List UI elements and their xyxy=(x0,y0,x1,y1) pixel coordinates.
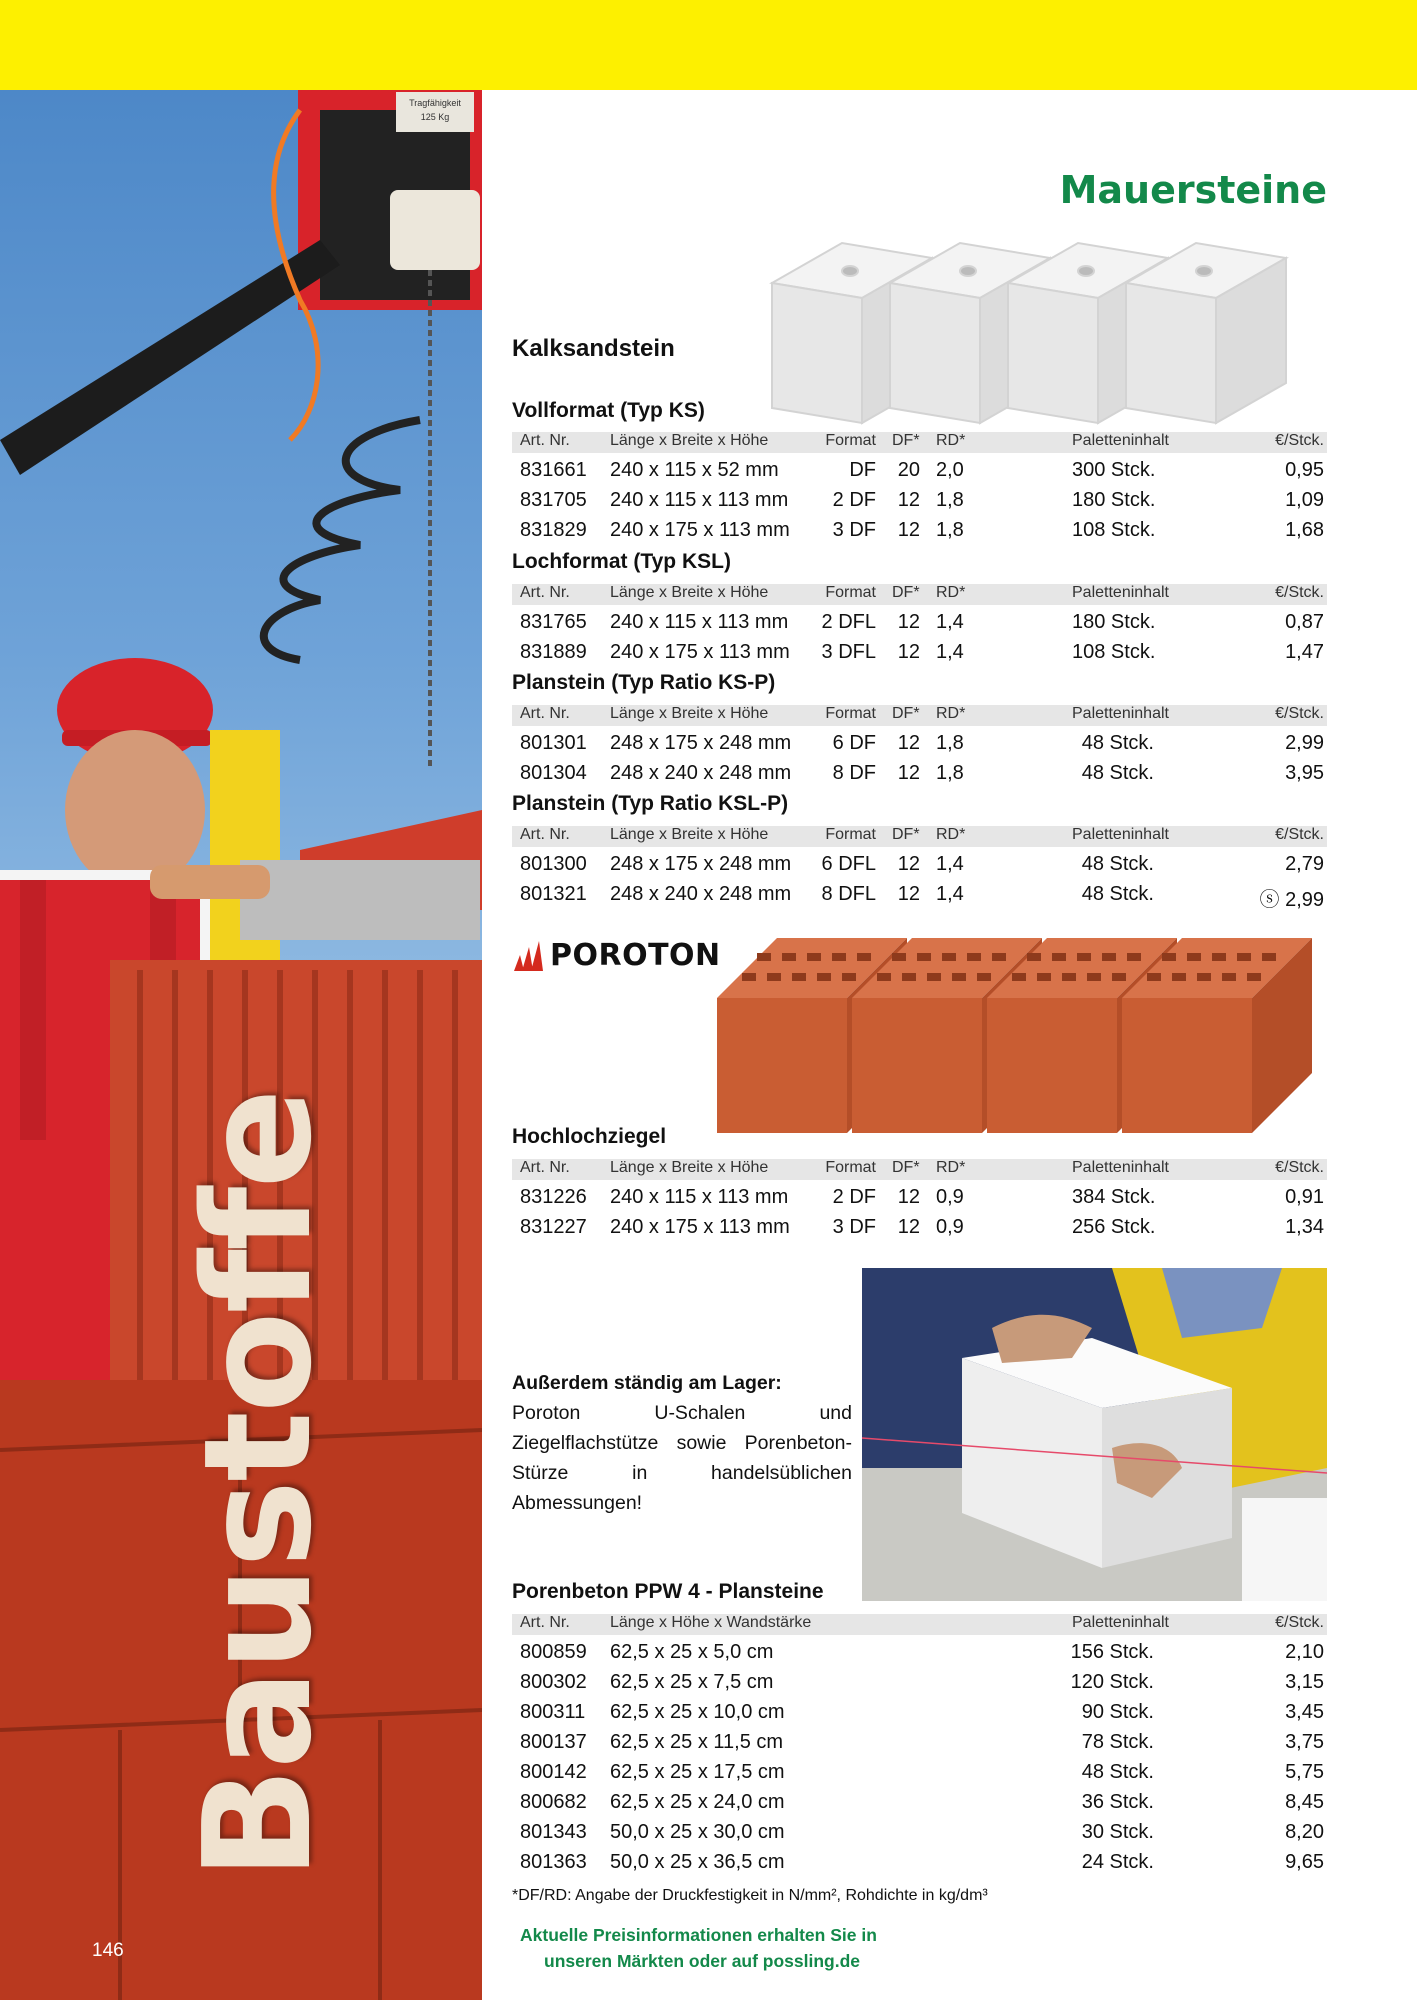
kalksandstein-blocks-image xyxy=(762,238,1302,428)
poroton-logo-text: POROTON xyxy=(550,938,721,973)
poroton-logo xyxy=(512,938,721,973)
table-row: 801321 248 x 240 x 248 mm 8 DFL 12 1,4 48 Stck. ⓢ 2,99 xyxy=(520,883,1324,911)
hoist-sign-line1: Tragfähigkeit xyxy=(409,98,461,108)
table-row: 831829 240 x 175 x 113 mm 3 DF 12 1,8 108 Stck. 1,68 xyxy=(520,519,1324,541)
col-rd: RD* xyxy=(936,432,966,449)
hochlochziegel-heading: Hochlochziegel xyxy=(512,1125,667,1148)
table-row: 801343 50,0 x 25 x 30,0 cm 30 Stck. 8,20 xyxy=(520,1821,1324,1843)
table-row: 831227 240 x 175 x 113 mm 3 DF 12 0,9 256 Stck. 1,34 xyxy=(520,1216,1324,1238)
table-row: 800311 62,5 x 25 x 10,0 cm 90 Stck. 3,45 xyxy=(520,1701,1324,1723)
price-info-note xyxy=(520,1922,877,1974)
table-header: Art. Nr. Länge x Breite x Höhe Format DF* RD* Paletteninhalt €/Stck. xyxy=(512,826,1327,847)
price-info-line1: Aktuelle Preisinformationen erhalten Sie in xyxy=(520,1925,877,1945)
table-row: 831226 240 x 115 x 113 mm 2 DF 12 0,9 384 Stck. 0,91 xyxy=(520,1186,1324,1208)
table-row: 800682 62,5 x 25 x 24,0 cm 36 Stck. 8,45 xyxy=(520,1791,1324,1813)
table-row: 801363 50,0 x 25 x 36,5 cm 24 Stck. 9,65 xyxy=(520,1851,1324,1873)
table-row: 801304 248 x 240 x 248 mm 8 DF 12 1,8 48 Stck. 3,95 xyxy=(520,762,1324,784)
section-title: Mauersteine xyxy=(1059,168,1327,212)
table-header xyxy=(512,432,1327,453)
page-number: 146 xyxy=(92,1940,124,1961)
porenbeton-photo xyxy=(862,1268,1327,1601)
hochlochziegel-image xyxy=(717,928,1327,1138)
col-price: €/Stck. xyxy=(1275,432,1324,449)
table-header: Art. Nr. Länge x Höhe x Wandstärke Paletteninhalt €/Stck. xyxy=(512,1614,1327,1635)
table-row: 831765 240 x 115 x 113 mm 2 DFL 12 1,4 180 Stck. 0,87 xyxy=(520,611,1324,633)
table-header: Art. Nr. Länge x Breite x Höhe Format DF* RD* Paletteninhalt €/Stck. xyxy=(512,1159,1327,1180)
table-header: Art. Nr. Länge x Breite x Höhe Format DF* RD* Paletteninhalt €/Stck. xyxy=(512,705,1327,726)
footnote: *DF/RD: Angabe der Druckfestigkeit in N/mm², Rohdichte in kg/dm³ xyxy=(512,1887,988,1904)
table-row: 800137 62,5 x 25 x 11,5 cm 78 Stck. 3,75 xyxy=(520,1731,1324,1753)
table-row: 800142 62,5 x 25 x 17,5 cm 48 Stck. 5,75 xyxy=(520,1761,1324,1783)
group-title: Planstein (Typ Ratio KSL-P) xyxy=(512,792,789,815)
kalksandstein-heading: Kalksandstein xyxy=(512,335,675,362)
group-title: Vollformat (Typ KS) xyxy=(512,399,705,422)
hoist-sign-line2: 125 Kg xyxy=(420,112,450,122)
table-row: 800859 62,5 x 25 x 5,0 cm 156 Stck. 2,10 xyxy=(520,1641,1324,1663)
col-art: Art. Nr. xyxy=(520,432,570,449)
hero-photo xyxy=(0,90,482,2000)
porenbeton-block-illustration xyxy=(862,1268,1327,1601)
col-pal: Paletteninhalt xyxy=(1072,432,1169,449)
content-column xyxy=(512,0,1327,2000)
table-row: 801300 248 x 175 x 248 mm 6 DFL 12 1,4 48 Stck. 2,79 xyxy=(520,853,1324,875)
col-df: DF* xyxy=(892,432,920,449)
group-title: Planstein (Typ Ratio KS-P) xyxy=(512,671,776,694)
table-row: 801301 248 x 175 x 248 mm 6 DF 12 1,8 48 Stck. 2,99 xyxy=(520,732,1324,754)
stock-note-body: Poroton U-Schalen und Ziegelflachstütze sowie Porenbeton-Stürze in handelsüblichen Abmessungen! xyxy=(512,1402,852,1514)
stock-note xyxy=(512,1368,852,1518)
poroton-logo-icon xyxy=(512,941,546,971)
table-row: 800302 62,5 x 25 x 7,5 cm 120 Stck. 3,15 xyxy=(520,1671,1324,1693)
table-row: 831889 240 x 175 x 113 mm 3 DFL 12 1,4 108 Stck. 1,47 xyxy=(520,641,1324,663)
group-title: Lochformat (Typ KSL) xyxy=(512,550,731,573)
side-title: Baustoffe xyxy=(172,1090,344,1880)
table-row: 831705 240 x 115 x 113 mm 2 DF 12 1,8 180 Stck. 1,09 xyxy=(520,489,1324,511)
price-info-line2: unseren Märkten oder auf possling.de xyxy=(544,1951,861,1971)
table-row: 831661 240 x 115 x 52 mm DF 20 2,0 300 Stck. 0,95 xyxy=(520,459,1324,481)
stock-note-heading: Außerdem ständig am Lager: xyxy=(512,1372,782,1394)
porenbeton-heading: Porenbeton PPW 4 - Plansteine xyxy=(512,1580,824,1603)
col-format: Format xyxy=(825,432,876,449)
col-dim: Länge x Breite x Höhe xyxy=(610,432,769,449)
table-header: Art. Nr. Länge x Breite x Höhe Format DF* RD* Paletteninhalt €/Stck. xyxy=(512,584,1327,605)
